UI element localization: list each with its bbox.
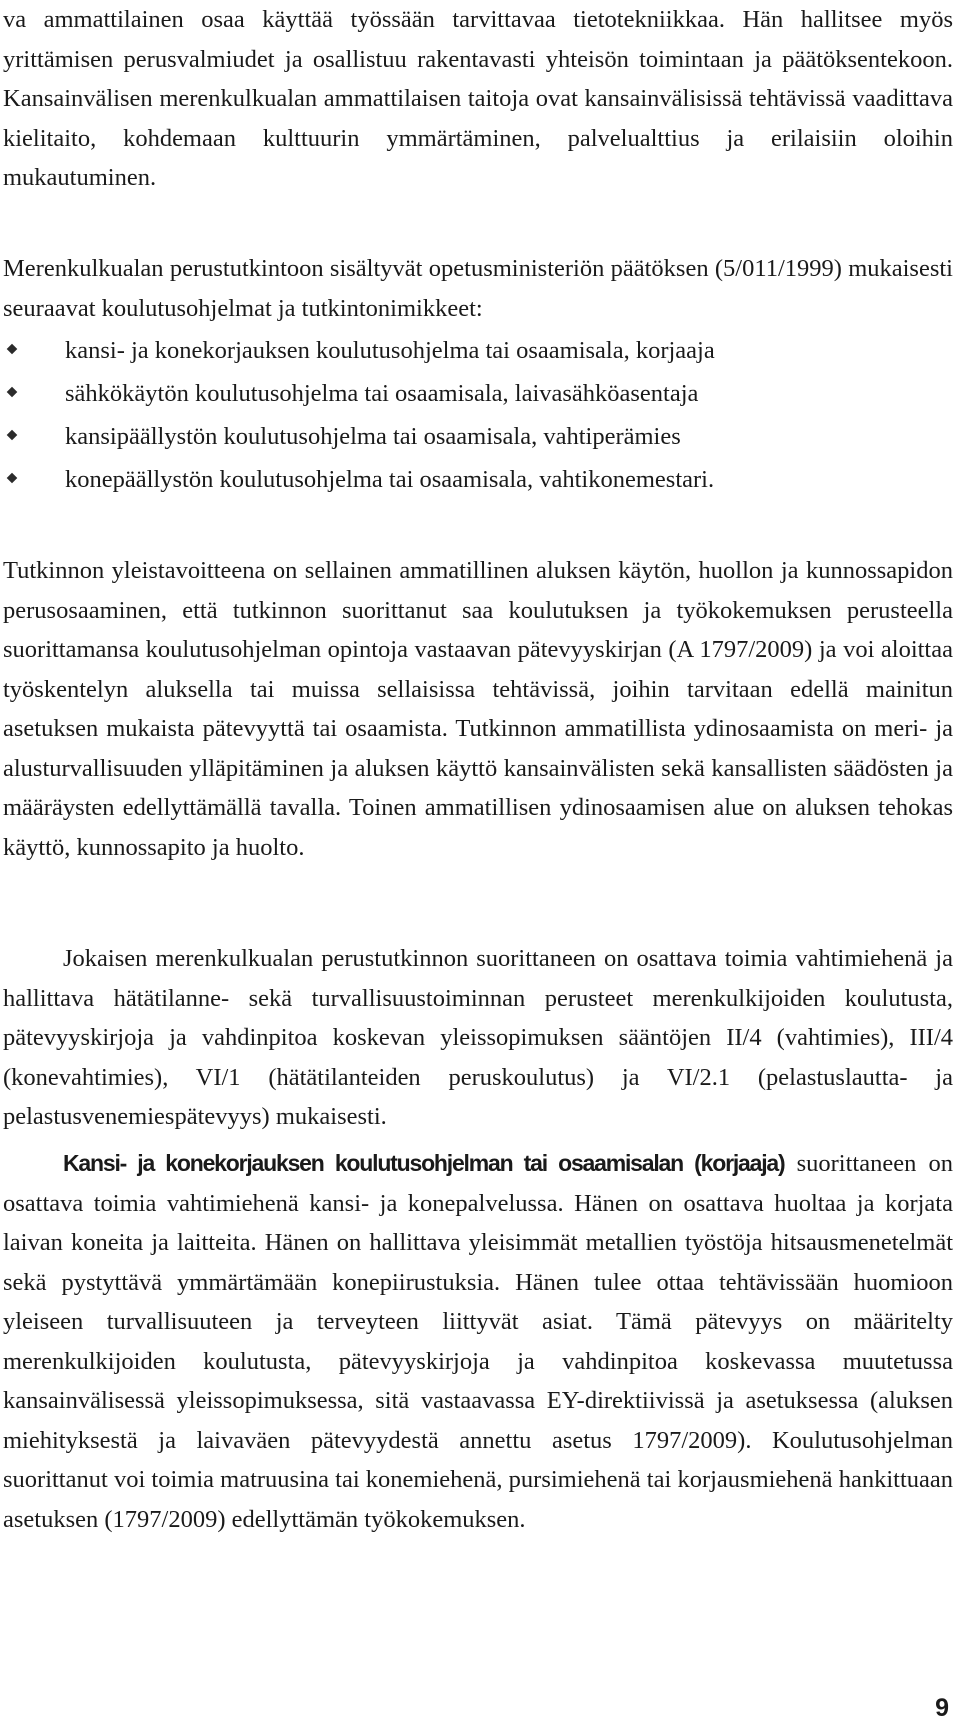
list-item xyxy=(3,415,953,458)
list-item-label: kansipäällystön koulutusohjelma tai osaamisala, vahtiperämies xyxy=(65,423,681,450)
paragraph-list-intro: Merenkulkualan perustutkintoon sisältyvät opetusministeriön päätöksen (5/011/1999) mukaisesti seuraavat koulutusohjelmat ja tutkintonimikkeet: xyxy=(3,255,953,322)
paragraph-body: suorittaneen on osattava toimia vahtimiehenä kansi- ja konepalvelussa. Hänen on osattava huoltaa ja korjata laivan koneita ja laitteita. Hänen on hallittava yleisimmät metallien työstöja hitsausmenetelmät sekä pystyttävä ymmärtämään konepiirustuksia. Hänen tulee ottaa tehtävissään huomioon yleiseen turvallisuuteen ja terveyteen liittyvät asiat. Tämä pätevyys on määritelty merenkulkijoiden koulutusta, pätevyyskirjoja ja vahdinpitoa koskevassa muutetussa kansainvälisessä yleissopimuksessa, sitä vastaavassa EY-direktiivissä ja asetuksessa (aluksen miehityksestä ja laivaväen pätevyydestä annettu asetus 1797/2009). Koulutusohjelman suorittanut voi toimia matruusina tai konemiehenä, pursimiehenä tai korjausmiehenä hankittuaan asetuksen (1797/2009) edellyttämän työkokemuksen. xyxy=(3,1150,953,1533)
list-item-label: konepäällystön koulutusohjelma tai osaamisala, vahtikonemestari. xyxy=(65,466,715,493)
run-in-heading: Kansi- ja konekorjauksen koulutusohjelman tai osaamisalan (korjaaja) xyxy=(63,1150,785,1176)
diamond-bullet-icon xyxy=(7,473,18,484)
list-item-label: sähkökäytön koulutusohjelma tai osaamisala, laivasähköasentaja xyxy=(65,380,699,407)
list-item xyxy=(3,458,953,501)
paragraph-goal: Tutkinnon yleistavoitteena on sellainen ammatillinen aluksen käytön, huollon ja kunnossapidon perusosaaminen, että tutkinnon suorittanut saa koulutuksen ja työkokemuksen perusteella suorittamansa koulutusohjelman opintoja vastaavan pätevyyskirjan (A 1797/2009) ja voi aloittaa työskentelyn aluksella tai muissa sellaisissa tehtävissä, joihin tarvitaan edellä mainitun asetuksen mukaista pätevyyttä tai osaamista. Tutkinnon ammatillista ydinosaamista on meri- ja alusturvallisuuden ylläpitäminen ja aluksen käyttö kansainvälisten sekä kansallisten säädösten ja määräysten edellyttämällä tavalla. Toinen ammatillisen ydinosaamisen alue on aluksen tehokas käyttö, kunnossapito ja huolto. xyxy=(3,557,953,861)
page-number: 9 xyxy=(935,1694,948,1722)
list-item xyxy=(3,372,953,415)
diamond-bullet-icon xyxy=(7,387,18,398)
paragraph-deck-engine-repair xyxy=(3,1144,953,1539)
list-item-label: kansi- ja konekorjauksen koulutusohjelma tai osaamisala, korjaaja xyxy=(65,337,715,364)
program-list xyxy=(3,329,953,501)
diamond-bullet-icon xyxy=(7,430,18,441)
diamond-bullet-icon xyxy=(7,344,18,355)
list-item xyxy=(3,329,953,372)
paragraph-watchkeeping: Jokaisen merenkulkualan perustutkinnon suorittaneen on osattava toimia vahtimiehenä ja hallittava hätätilanne- sekä turvallisuustoiminnan perusteet merenkulkijoiden koulutusta, pätevyyskirjoja ja vahdinpitoa koskevan yleissopimuksen sääntöjen II/4 (vahtimies), III/4 (konevahtimies), VI/1 (hätätilanteiden peruskoulutus) ja VI/2.1 (pelastuslautta- ja pelastusvenemiespätevyys) mukaisesti. xyxy=(3,945,953,1130)
paragraph-intro: va ammattilainen osaa käyttää työssään tarvittavaa tietotekniikkaa. Hän hallitsee myös yrittämisen perusvalmiudet ja osallistuu rakentavasti yhteisön toimintaan ja päätöksentekoon. Kansainvälisen merenkulkualan ammattilaisen taitoja ovat kansainvälisissä tehtävissä vaadittava kielitaito, kohdemaan kulttuurin ymmärtäminen, palvelualttius ja erilaisiin oloihin mukautuminen. xyxy=(3,6,953,191)
